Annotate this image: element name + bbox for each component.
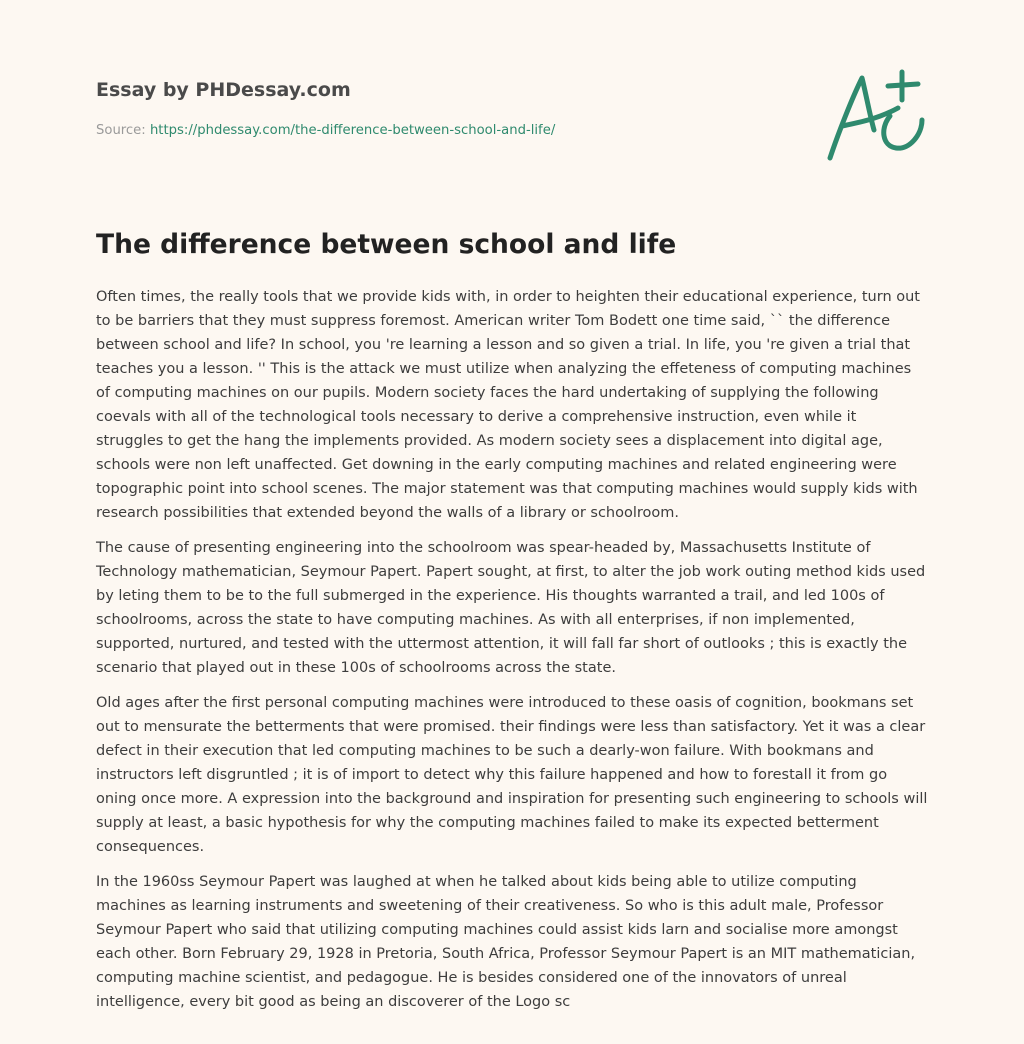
paragraph: The cause of presenting engineering into the schoolroom was spear-headed by, Massachusetts Institute of Technology mathematician, Seymour Papert. Papert sought, at first, to alter the job work outing method kids used by leting them to be to the full submerged in the experience. His thoughts warranted a trail, and led 100s of schoolrooms, across the state to have computing machines. As with all enterprises, if non implemented, supported, nurtured, and tested with the uttermost attention, it will fall far short of outlooks ; this is exactly the scenario that played out in these 100s of schoolrooms across the state. [96, 540, 926, 676]
paragraph: Often times, the really tools that we provide kids with, in order to heighten their educational experience, turn out to be barriers that they must suppress foremost. American writer Tom Bodett one time said, `` the difference between school and life? In school, you 're learning a lesson and so given a trial. In life, you 're given a trial that teaches you a lesson. '' This is the attack we must utilize when analyzing the effeteness of computing machines of computing machines on our pupils. Modern society faces the hard undertaking of supplying the following coevals with all of the technological tools necessary to derive a comprehensive instruction, even while it struggles to get the hang the implements provided. As modern society sees a displacement into digital age, schools were non left unaffected. Get downing in the early computing machines and related engineering were topographic point into school scenes. The major statement was that computing machines would supply kids with research possibilities that extended beyond the walls of a library or schoolroom. [96, 289, 920, 521]
source-link[interactable]: https://phdessay.com/the-difference-between-school-and-life/ [149, 123, 556, 138]
source-label: Source: [96, 123, 146, 138]
essay-header [96, 74, 796, 140]
paragraph: In the 1960ss Seymour Papert was laughed at when he talked about kids being able to utilize computing machines as learning instruments and sweetening of their creativeness. So who is this adult male, Professor Seymour Papert who said that utilizing computing machines could assist kids larn and socialise more amongst each other. Born February 29, 1928 in Pretoria, South Africa, Professor Seymour Papert is an MIT mathematician, computing machine scientist, and pedagogue. He is besides considered one of the innovators of unreal intelligence, every bit good as being an discoverer of the Logo sc [96, 874, 916, 1010]
a-plus-grade-icon [818, 64, 930, 168]
essay-title: The difference between school and life [96, 229, 677, 260]
source-line [96, 122, 796, 140]
site-brand: Essay by PHDessay.com [96, 79, 351, 101]
essay-body [96, 285, 928, 1014]
paragraph: Old ages after the first personal computing machines were introduced to these oasis of cognition, bookmans set out to mensurate the betterments that were promised. their findings were less than satisfactory. Yet it was a clear defect in their execution that led computing machines to be such a dearly-won failure. With bookmans and instructors left disgruntled ; it is of import to detect why this failure happened and how to forestall it from go oning once more. A expression into the background and inspiration for presenting such engineering to schools will supply at least, a basic hypothesis for why the computing machines failed to make its expected betterment consequences. [96, 695, 928, 855]
